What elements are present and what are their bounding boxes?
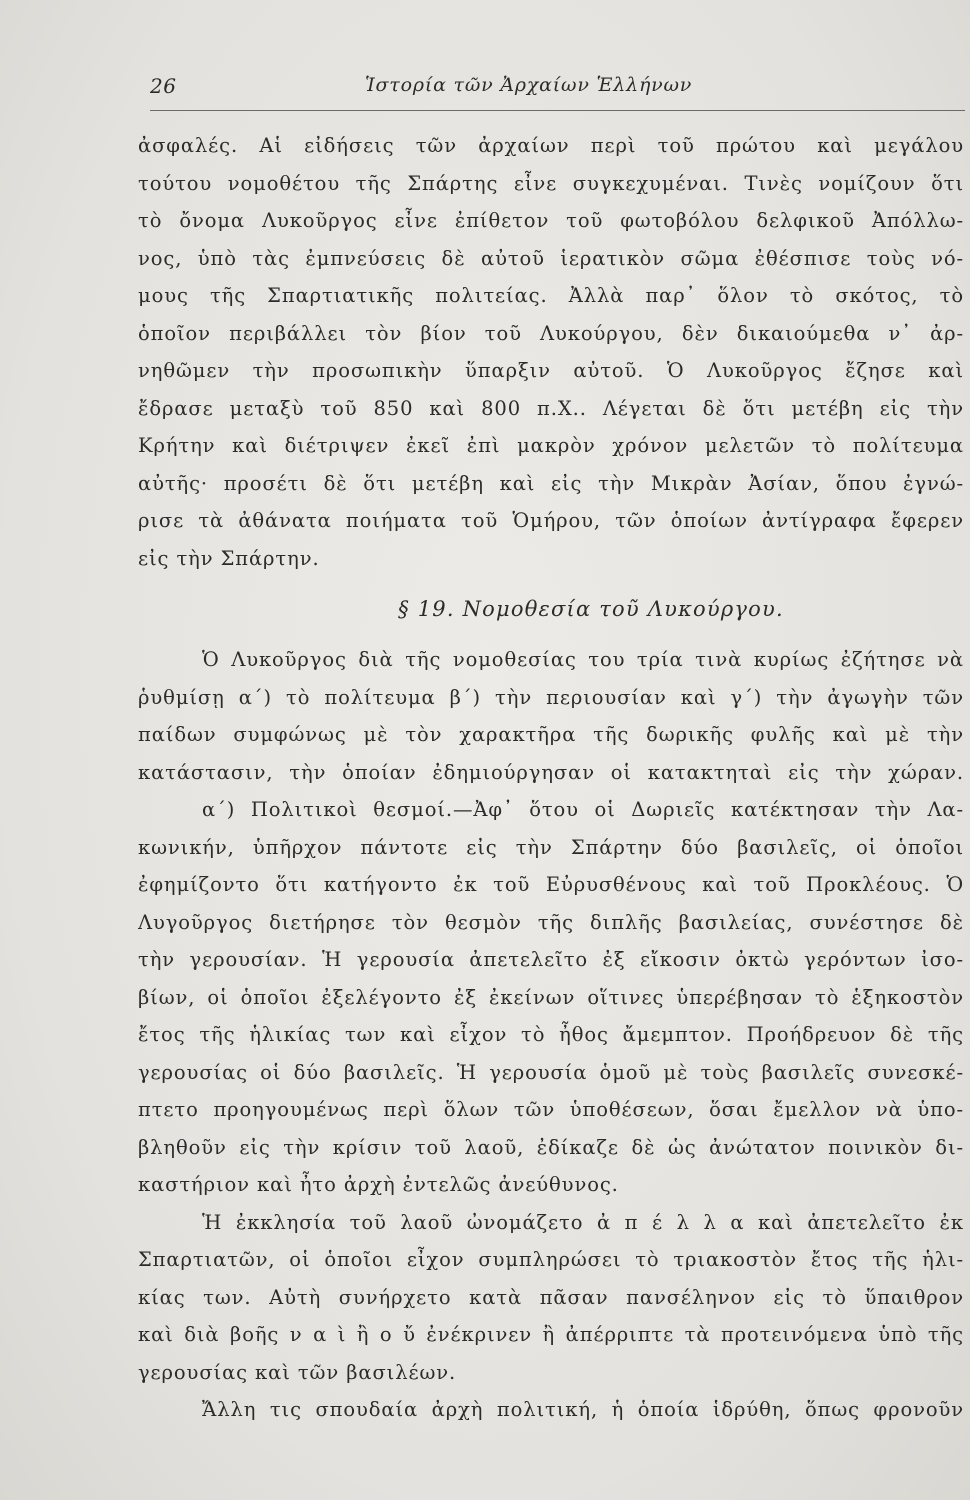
text-line: καστήριον καὶ ἦτο ἀρχὴ ἐντελῶς ἀνεύθυνος. xyxy=(138,1173,619,1196)
body-text xyxy=(138,127,964,1429)
text-line: ὁποῖον περιβάλλει τὸν βίον τοῦ Λυκούργου, δὲν δικαιούμεθα ν᾿ ἀρ- xyxy=(138,321,964,345)
text-line: μους τῆς Σπαρτιατικῆς πολιτείας. Ἀλλὰ παρ᾿ ὅλον τὸ σκότος, τὸ xyxy=(138,284,964,307)
text-line: νος, ὑπὸ τὰς ἐμπνεύσεις δὲ αὐτοῦ ἱερατικὸν σῶμα ἐθέσπισε τοὺς νό- xyxy=(138,246,964,270)
text-line: βίων, οἱ ὁποῖοι ἐξελέγοντο ἐξ ἐκείνων οἵτινες ὑπερέβησαν τὸ ἑξηκοστὸν xyxy=(138,985,964,1009)
text-line: κίας των. Αὐτὴ συνήρχετο κατὰ πᾶσαν πανσέληνον εἰς τὸ ὕπαιθρον xyxy=(138,1285,964,1309)
text-line: Ὁ Λυκοῦργος διὰ τῆς νομοθεσίας του τρία τινὰ κυρίως ἐζήτησε νὰ xyxy=(202,648,964,671)
text-line: παίδων συμφώνως μὲ τὸν χαρακτῆρα τῆς δωρικῆς φυλῆς καὶ μὲ τὴν xyxy=(138,723,964,746)
text-line: Ἄλλη τις σπουδαία ἀρχὴ πολιτική, ἡ ὁποία ἱδρύθη, ὅπως φρονοῦν xyxy=(202,1398,964,1421)
page-header xyxy=(150,74,920,104)
text-line: ἀσφαλές. Αἱ εἰδήσεις τῶν ἀρχαίων περὶ τοῦ πρώτου καὶ μεγάλου xyxy=(138,134,964,157)
text-line: καὶ διὰ βοῆς ν α ὶ ἢ ο ὔ ἐνέκρινεν ἢ ἀπέρριπτε τὰ προτεινόμενα ὑπὸ τῆς xyxy=(138,1323,964,1346)
text-line: ἐφημίζοντο ὅτι κατήγοντο ἐκ τοῦ Εὐρυσθένους καὶ τοῦ Προκλέους. Ὁ xyxy=(138,873,964,896)
text-line: τὴν γερουσίαν. Ἡ γερουσία ἀπετελεῖτο ἐξ εἴκοσιν ὀκτὼ γερόντων ἰσο- xyxy=(138,948,964,971)
text-line: βληθοῦν εἰς τὴν κρίσιν τοῦ λαοῦ, ἐδίκαζε δὲ ὡς ἀνώτατον ποινικὸν δι- xyxy=(138,1135,964,1159)
text-line: γερουσίας καὶ τῶν βασιλέων. xyxy=(138,1360,457,1384)
text-line: ρισε τὰ ἀθάνατα ποιήματα τοῦ Ὁμήρου, τῶν ὁποίων ἀντίγραφα ἔφερεν xyxy=(138,509,964,532)
text-line: Ἡ ἐκκλησία τοῦ λαοῦ ὠνομάζετο ἀ π έ λ λ α καὶ ἀπετελεῖτο ἐκ xyxy=(202,1210,964,1234)
section-heading: § 19. Νομοθεσία τοῦ Λυκούργου. xyxy=(398,597,784,621)
page-number: 26 xyxy=(150,74,177,98)
text-line: τούτου νομοθέτου τῆς Σπάρτης εἶνε συγκεχυμέναι. Τινὲς νομίζουν ὅτι xyxy=(138,171,964,195)
text-line: εἰς τὴν Σπάρτην. xyxy=(138,546,320,570)
text-line: ῥυθμίσῃ α΄) τὸ πολίτευμα β΄) τὴν περιουσίαν καὶ γ΄) τὴν ἀγωγὴν τῶν xyxy=(138,685,964,709)
header-rule xyxy=(150,110,965,111)
text-line: Λυγοῦργος διετήρησε τὸν θεσμὸν τῆς διπλῆς βασιλείας, συνέστησε δὲ xyxy=(138,910,964,934)
text-line: Κρήτην καὶ διέτριψεν ἐκεῖ ἐπὶ μακρὸν χρόνον μελετῶν τὸ πολίτευμα xyxy=(138,434,964,457)
text-line: πτετο προηγουμένως περὶ ὅλων τῶν ὑποθέσεων, ὅσαι ἔμελλον νὰ ὑπο- xyxy=(138,1098,964,1121)
text-line: τὸ ὄνομα Λυκοῦργος εἶνε ἐπίθετον τοῦ φωτοβόλου δελφικοῦ Ἀπόλλω- xyxy=(138,209,964,232)
text-line: Σπαρτιατῶν, οἱ ὁποῖοι εἶχον συμπληρώσει τὸ τριακοστὸν ἔτος τῆς ἡλι- xyxy=(138,1248,964,1271)
running-title: Ἱστορία τῶν Ἀρχαίων Ἑλλήνων xyxy=(365,74,693,96)
text-line: νηθῶμεν τὴν προσωπικὴν ὕπαρξιν αὐτοῦ. Ὁ Λυκοῦργος ἔζησε καὶ xyxy=(138,359,964,382)
text-line: ἔδρασε μεταξὺ τοῦ 850 καὶ 800 π.Χ.. Λέγεται δὲ ὅτι μετέβη εἰς τὴν xyxy=(138,396,964,420)
text-line: α΄) Πολιτικοὶ θεσμοί.—Ἀφ᾿ ὅτου οἱ Δωριεῖς κατέκτησαν τὴν Λα- xyxy=(202,798,964,821)
text-line: κωνικήν, ὑπῆρχον πάντοτε εἰς τὴν Σπάρτην δύο βασιλεῖς, οἱ ὁποῖοι xyxy=(138,835,964,859)
text-line: ἔτος τῆς ἡλικίας των καὶ εἶχον τὸ ἦθος ἄμεμπτον. Προήδρευον δὲ τῆς xyxy=(138,1023,964,1046)
text-line: κατάστασιν, τὴν ὁποίαν ἐδημιούργησαν οἱ κατακτηταὶ εἰς τὴν χώραν. xyxy=(138,760,964,784)
text-line: γερουσίας οἱ δύο βασιλεῖς. Ἡ γερουσία ὁμοῦ μὲ τοὺς βασιλεῖς συνεσκέ- xyxy=(138,1060,964,1084)
text-line: αὐτῆς· προσέτι δὲ ὅτι μετέβη καὶ εἰς τὴν Μικρὰν Ἀσίαν, ὅπου ἐγνώ- xyxy=(138,471,964,495)
